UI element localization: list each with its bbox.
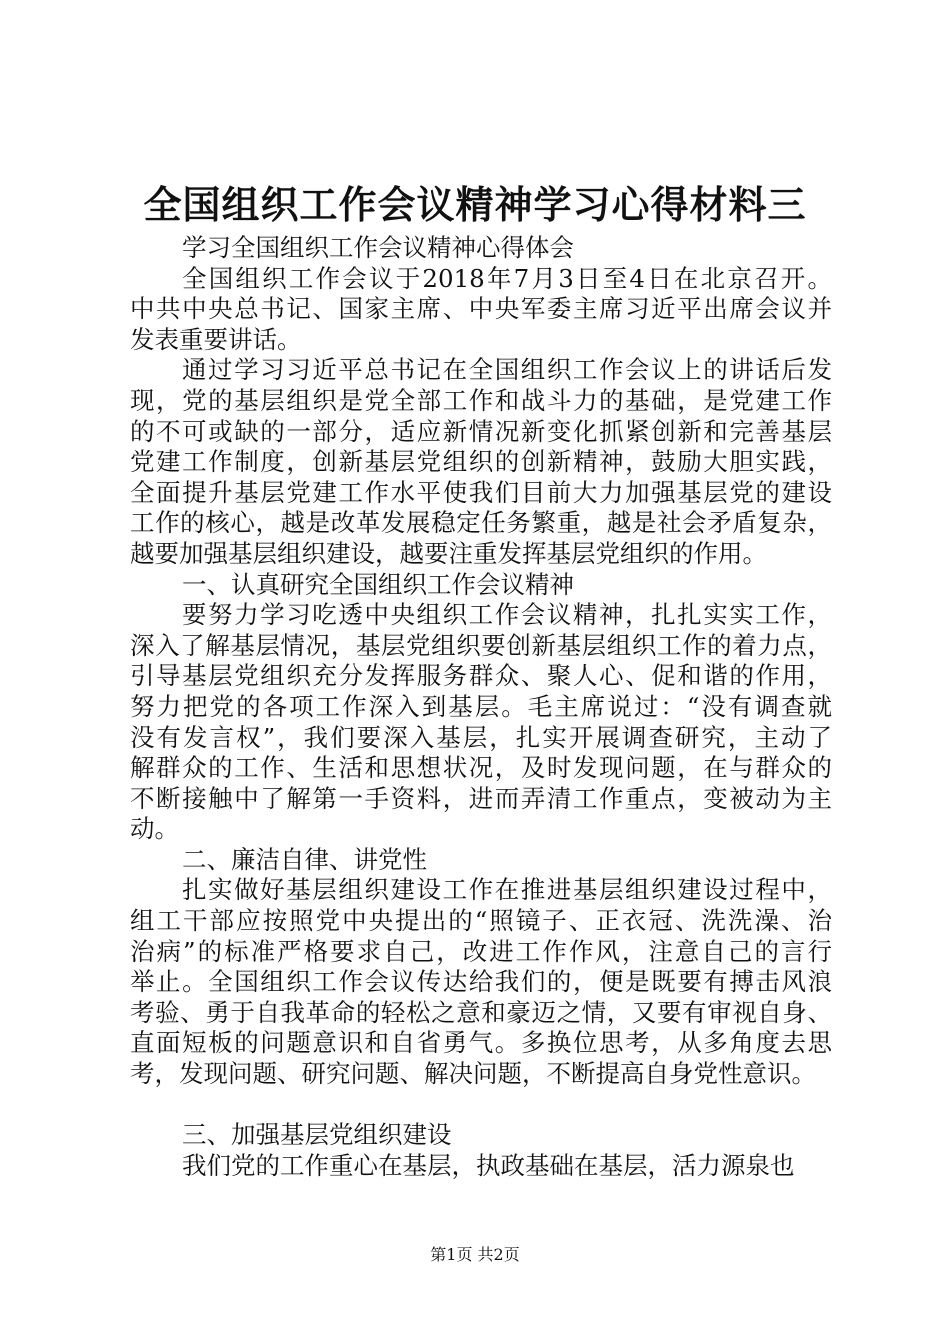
section-heading-2: 二、廉洁自律、讲党性 — [182, 844, 427, 874]
section-heading-3: 三、加强基层党组织建设 — [182, 1120, 452, 1150]
paragraph-line: 动。 — [130, 814, 179, 844]
document-body — [130, 233, 832, 1181]
paragraph-line: 工作的核心，越是改革发展稳定任务繁重，越是社会矛盾复杂， — [130, 508, 832, 538]
paragraph-line: 直面短板的问题意识和自省勇气。多换位思考，从多角度去思 — [130, 1028, 832, 1058]
paragraph-line: 通过学习习近平总书记在全国组织工作会议上的讲话后发 — [182, 355, 832, 385]
document-title: 全国组织工作会议精神学习心得材料三 — [143, 182, 807, 227]
paragraph-line: 解群众的工作、生活和思想状况，及时发现问题，在与群众的 — [130, 753, 832, 783]
paragraph-line: 考，发现问题、研究问题、解决问题，不断提高自身党性意识。 — [130, 1059, 816, 1089]
section-heading-1: 一、认真研究全国组织工作会议精神 — [182, 569, 574, 599]
paragraph-line: 努力把党的各项工作深入到基层。毛主席说过：“没有调查就 — [130, 691, 832, 721]
paragraph-line: 引导基层党组织充分发挥服务群众、聚人心、促和谐的作用， — [130, 661, 832, 691]
paragraph-line: 要努力学习吃透中央组织工作会议精神，扎扎实实工作， — [182, 600, 832, 630]
paragraph-line: 党建工作制度，创新基层党组织的创新精神，鼓励大胆实践， — [130, 447, 832, 477]
paragraph-line: 发表重要讲话。 — [130, 324, 302, 354]
paragraph-line: 考验、勇于自我革命的轻松之意和豪迈之情，又要有审视自身、 — [130, 997, 832, 1027]
paragraph-gap — [130, 1090, 832, 1121]
paragraph-line: 中共中央总书记、国家主席、中央军委主席习近平出席会议并 — [130, 294, 832, 324]
paragraph-line: 我们党的工作重心在基层，执政基础在基层，活力源泉也 — [182, 1150, 795, 1180]
paragraph-line: 全面提升基层党建工作水平使我们目前大力加强基层党的建设 — [130, 477, 832, 507]
paragraph-line: 现，党的基层组织是党全部工作和战斗力的基础，是党建工作 — [130, 385, 832, 415]
paragraph-line: 组工干部应按照党中央提出的“照镜子、正衣冠、洗洗澡、治 — [130, 906, 832, 936]
paragraph-line: 全国组织工作会议于2018年7月3日至4日在北京召开。 — [182, 263, 832, 293]
paragraph-line: 不断接触中了解第一手资料，进而弄清工作重点，变被动为主 — [130, 783, 832, 813]
page-footer: 第1页 共2页 — [430, 1245, 520, 1264]
paragraph-line: 的不可或缺的一部分，适应新情况新变化抓紧创新和完善基层 — [130, 416, 832, 446]
paragraph-line: 举止。全国组织工作会议传达给我们的，便是既要有搏击风浪 — [130, 967, 832, 997]
paragraph-line: 治病”的标准严格要求自己，改进工作作风，注意自己的言行 — [130, 936, 832, 966]
paragraph-line: 深入了解基层情况，基层党组织要创新基层组织工作的着力点， — [130, 630, 832, 660]
paragraph-line: 没有发言权”，我们要深入基层，扎实开展调查研究，主动了 — [130, 722, 832, 752]
subtitle-line: 学习全国组织工作会议精神心得体会 — [182, 233, 574, 262]
paragraph-line: 越要加强基层组织建设，越要注重发挥基层党组织的作用。 — [130, 538, 767, 568]
paragraph-line: 扎实做好基层组织建设工作在推进基层组织建设过程中， — [182, 875, 832, 905]
